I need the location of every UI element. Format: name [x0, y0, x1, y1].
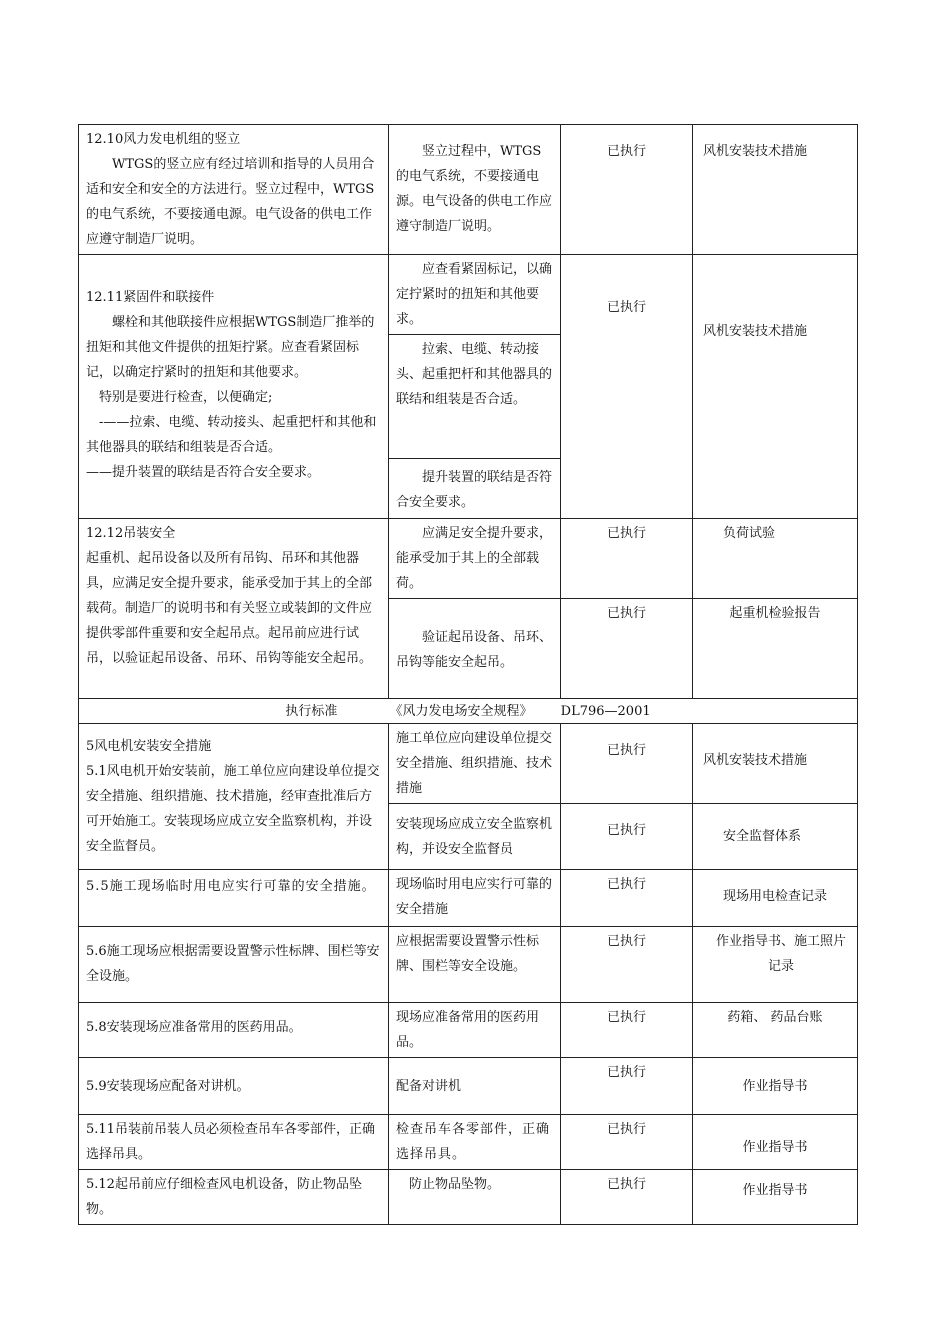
requirement-cell — [79, 255, 389, 519]
requirement-cell: 5.5施工现场临时用电应实行可靠的安全措施。 — [79, 870, 389, 927]
standard-name: 《风力发电场安全规程》 — [389, 703, 533, 719]
clause-body: 起重机、起吊设备以及所有吊钩、吊环和其他器具，应满足安全提升要求，能承受加于其上的全部载荷。制造厂的说明书和有关竖立或装卸的文件应提供零部件重要和安全起吊点。起吊前应进行试吊，以验证起吊设备、吊环、吊钩等能安全起吊。 — [86, 551, 373, 666]
clause-body: 5.1风电机开始安装前，施工单位应向建设单位提交安全措施、组织措施、技术措施，经审查批准后方可开始施工。安装现场应成立安全监察机构，并设安全监督员。 — [86, 764, 380, 854]
requirement-cell — [79, 519, 389, 699]
table-row — [79, 125, 858, 255]
table-row — [79, 1170, 858, 1225]
requirement-cell: 5.11吊装前吊装人员必须检查吊车各零部件，正确选择吊具。 — [79, 1115, 389, 1170]
clause-body: WTGS的竖立应有经过培训和指导的人员用合适和安全和安全的方法进行。竖立过程中，WTGS的电气系统，不要接通电源。电气设备的供电工作应遵守制造厂说明。 — [86, 157, 375, 247]
evidence-cell: 风机安装技术措施 — [693, 255, 858, 519]
check-cell: 应根据需要设置警示性标牌、围栏等安全设施。 — [389, 927, 561, 1003]
standard-row — [79, 699, 858, 724]
status-cell: 已执行 — [561, 1058, 693, 1115]
requirement-cell: 5.6施工现场应根据需要设置警示性标牌、围栏等安全设施。 — [79, 927, 389, 1003]
evidence-cell: 现场用电检查记录 — [693, 870, 858, 927]
clause-title: 12.12吊装安全 — [86, 526, 176, 541]
check-cell: 安装现场应成立安全监察机构，并设安全监督员 — [389, 804, 561, 870]
clause-title: 5风电机安装安全措施 — [86, 739, 212, 754]
check-cell: 检查吊车各零部件，正确选择吊具。 — [389, 1115, 561, 1170]
check-cell: 配备对讲机 — [389, 1058, 561, 1115]
evidence-cell: 作业指导书 — [693, 1170, 858, 1225]
table-row — [79, 255, 858, 335]
clause-body: -——拉索、电缆、转动接头、起重把杆和其他和其他器具的联结和组装是否合适。 — [86, 415, 377, 455]
status-cell: 已执行 — [561, 1170, 693, 1225]
requirement-cell: 5.12起吊前应仔细检查风电机设备，防止物品坠物。 — [79, 1170, 389, 1225]
check-cell: 现场应准备常用的医药用品。 — [389, 1003, 561, 1058]
standard-label: 执行标准 — [285, 703, 338, 719]
table-row — [79, 1115, 858, 1170]
standard-cell — [79, 699, 858, 724]
status-cell: 已执行 — [561, 1003, 693, 1058]
check-cell: 施工单位应向建设单位提交安全措施、组织措施、技术措施 — [389, 724, 561, 804]
requirement-cell — [79, 125, 389, 255]
evidence-cell: 药箱、 药品台账 — [693, 1003, 858, 1058]
check-cell: 拉索、电缆、转动接头、起重把杆和其他器具的联结和组装是否合适。 — [389, 335, 561, 459]
status-cell: 已执行 — [561, 255, 693, 519]
status-cell: 已执行 — [561, 1115, 693, 1170]
table-row — [79, 1058, 858, 1115]
check-cell: 提升装置的联结是否符合安全要求。 — [389, 459, 561, 519]
clause-body: 螺栓和其他联接件应根据WTGS制造厂推举的扭矩和其他文件提供的扭矩拧紧。应查看紧固标记，以确定拧紧时的扭矩和其他要求。 — [86, 315, 375, 380]
inspection-table — [78, 124, 858, 1225]
evidence-cell: 作业指导书 — [693, 1115, 858, 1170]
evidence-cell: 起重机检验报告 — [693, 599, 858, 699]
check-cell: 应满足安全提升要求，能承受加于其上的全部载荷。 — [389, 519, 561, 599]
check-cell: 现场临时用电应实行可靠的安全措施 — [389, 870, 561, 927]
evidence-cell: 风机安装技术措施 — [693, 724, 858, 804]
status-cell: 已执行 — [561, 599, 693, 699]
status-cell: 已执行 — [561, 724, 693, 804]
check-cell: 防止物品坠物。 — [389, 1170, 561, 1225]
status-cell: 已执行 — [561, 804, 693, 870]
status-cell: 已执行 — [561, 519, 693, 599]
clause-body: ——提升装置的联结是否符合安全要求。 — [86, 465, 321, 480]
evidence-cell: 负荷试验 — [693, 519, 858, 599]
evidence-cell: 作业指导书 — [693, 1058, 858, 1115]
status-cell: 已执行 — [561, 927, 693, 1003]
requirement-cell — [79, 724, 389, 870]
table-row — [79, 870, 858, 927]
evidence-cell: 安全监督体系 — [693, 804, 858, 870]
requirement-cell: 5.8安装现场应准备常用的医药用品。 — [79, 1003, 389, 1058]
check-cell: 验证起吊设备、吊环、吊钩等能安全起吊。 — [389, 599, 561, 699]
table-row — [79, 519, 858, 599]
check-cell: 竖立过程中，WTGS的电气系统，不要接通电源。电气设备的供电工作应遵守制造厂说明。 — [389, 125, 561, 255]
requirement-cell: 5.9安装现场应配备对讲机。 — [79, 1058, 389, 1115]
check-cell: 应查看紧固标记，以确定拧紧时的扭矩和其他要求。 — [389, 255, 561, 335]
table-row — [79, 1003, 858, 1058]
evidence-cell: 风机安装技术措施 — [693, 125, 858, 255]
table-row — [79, 724, 858, 804]
clause-title: 12.10风力发电机组的竖立 — [86, 132, 241, 147]
clause-body: 特别是要进行检查，以便确定; — [99, 390, 273, 405]
status-cell: 已执行 — [561, 870, 693, 927]
status-cell: 已执行 — [561, 125, 693, 255]
standard-code: DL796—2001 — [560, 703, 651, 719]
evidence-cell: 作业指导书、施工照片记录 — [693, 927, 858, 1003]
clause-title: 12.11紧固件和联接件 — [86, 290, 215, 305]
table-row — [79, 927, 858, 1003]
